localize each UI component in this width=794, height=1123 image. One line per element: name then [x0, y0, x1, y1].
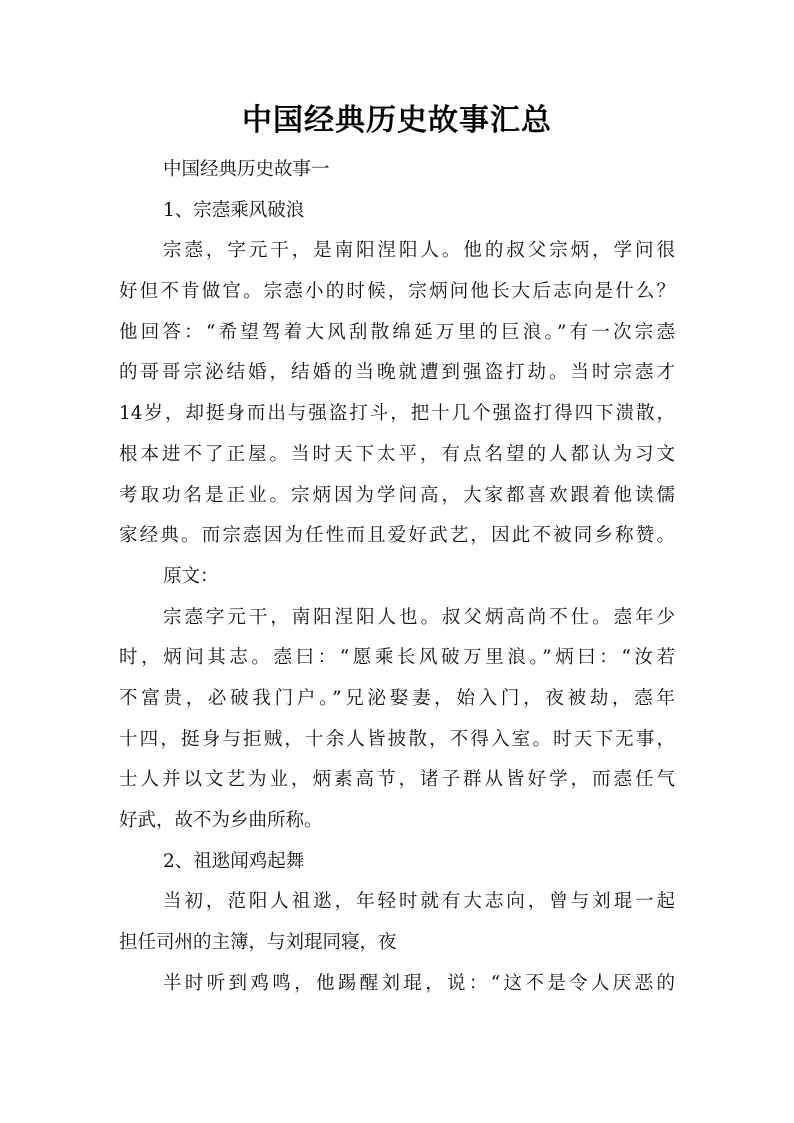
paragraph-line: 当初，范阳人祖逖，年轻时就有大志向，曾与刘琨一起	[163, 891, 675, 913]
paragraph-line: 14岁，却挺身而出与强盗打斗，把十几个强盗打得四下溃散，	[119, 403, 675, 425]
paragraph-line: 时，炳问其志。悫曰：“愿乘长风破万里浪。”炳曰：“汝若	[119, 647, 675, 669]
paragraph-line: 考取功名是正业。宗炳因为学问高，大家都喜欢跟着他读儒	[119, 484, 675, 506]
paragraph-line: 家经典。而宗悫因为任性而且爱好武艺，因此不被同乡称赞。	[119, 525, 675, 547]
document-body	[119, 150, 675, 1004]
paragraph-line: 宗悫，字元干，是南阳涅阳人。他的叔父宗炳，学问很	[163, 240, 675, 262]
paragraph-line: 担任司州的主簿，与刘琨同寝，夜	[119, 932, 397, 954]
paragraph-line: 他回答：“希望驾着大风刮散绵延万里的巨浪。”有一次宗悫	[119, 321, 675, 343]
paragraph-line: 半时听到鸡鸣，他踢醒刘琨，说：“这不是令人厌恶的	[163, 972, 675, 994]
section-heading: 中国经典历史故事一	[163, 159, 330, 180]
document-title: 中国经典历史故事汇总	[242, 103, 552, 138]
section-heading: 1、宗悫乘风破浪	[163, 199, 305, 221]
paragraph-line: 的哥哥宗泌结婚，结婚的当晚就遭到强盗打劫。当时宗悫才	[119, 362, 675, 384]
section-heading: 2、祖逖闻鸡起舞	[163, 850, 305, 872]
paragraph-line: 好但不肯做官。宗悫小的时候，宗炳问他长大后志向是什么？	[119, 281, 675, 303]
paragraph-line: 好武，故不为乡曲所称。	[119, 810, 323, 831]
paragraph-line: 宗悫字元干，南阳涅阳人也。叔父炳高尚不仕。悫年少	[163, 606, 675, 628]
paragraph-line: 根本进不了正屋。当时天下太平，有点名望的人都认为习文	[119, 443, 675, 465]
paragraph-line: 不富贵，必破我门户。”兄泌娶妻，始入门，夜被劫，悫年	[119, 687, 675, 709]
paragraph-line: 十四，挺身与拒贼，十余人皆披散，不得入室。时天下无事，	[119, 728, 675, 750]
paragraph-line: 士人并以文艺为业，炳素高节，诸子群从皆好学，而悫任气	[119, 769, 675, 791]
section-heading: 原文：	[163, 565, 219, 587]
